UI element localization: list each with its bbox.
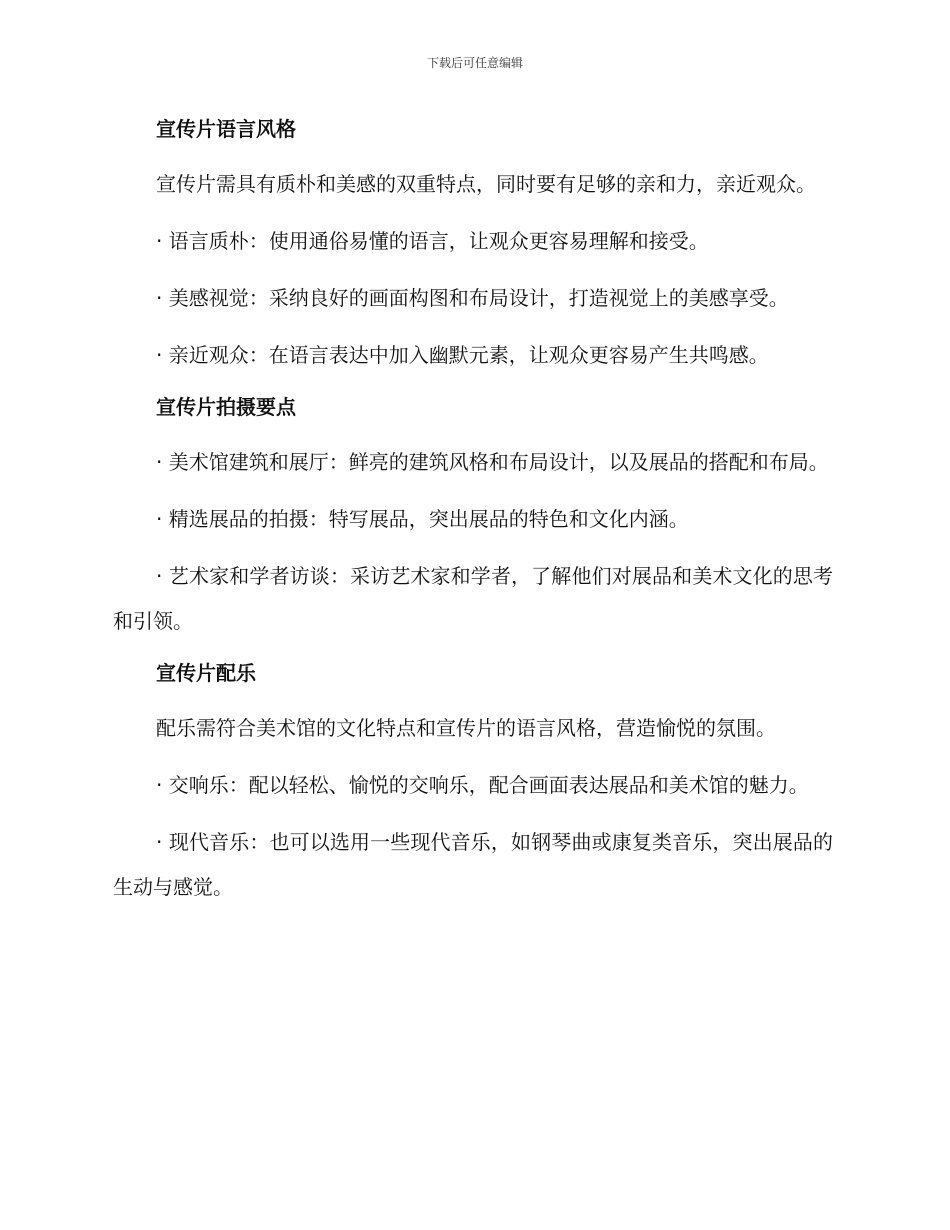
header-note: 下载后可任意编辑 (426, 56, 523, 70)
document-body (113, 112, 833, 910)
bullet-item: · 语言质朴：使用通俗易懂的语言，让观众更容易理解和接受。 (156, 229, 709, 253)
bullet-item: · 美术馆建筑和展厅：鲜亮的建筑风格和布局设计，以及展品的搭配和布局。 (156, 450, 829, 474)
bullet-item: · 交响乐：配以轻松、愉悦的交响乐，配合画面表达展品和美术馆的魅力。 (156, 773, 809, 797)
bullet-item: · 精选展品的拍摄：特写展品，突出展品的特色和文化内涵。 (156, 507, 689, 531)
paragraph: 配乐需符合美术馆的文化特点和宣传片的语言风格，营造愉悦的氛围。 (156, 716, 776, 740)
section-heading-shooting-points: 宣传片拍摄要点 (156, 395, 296, 419)
bullet-item: · 亲近观众：在语言表达中加入幽默元素，让观众更容易产生共鸣感。 (156, 343, 769, 367)
bullet-item: · 艺术家和学者访谈：采访艺术家和学者，了解他们对展品和美术文化的思考和引领。 (113, 564, 833, 633)
bullet-item: · 美感视觉：采纳良好的画面构图和布局设计，打造视觉上的美感享受。 (156, 286, 789, 310)
section-heading-music: 宣传片配乐 (156, 661, 256, 685)
bullet-item: · 现代音乐：也可以选用一些现代音乐，如钢琴曲或康复类音乐，突出展品的生动与感觉。 (113, 830, 833, 899)
paragraph: 宣传片需具有质朴和美感的双重特点，同时要有足够的亲和力，亲近观众。 (156, 172, 816, 196)
section-heading-language-style: 宣传片语言风格 (156, 117, 296, 141)
